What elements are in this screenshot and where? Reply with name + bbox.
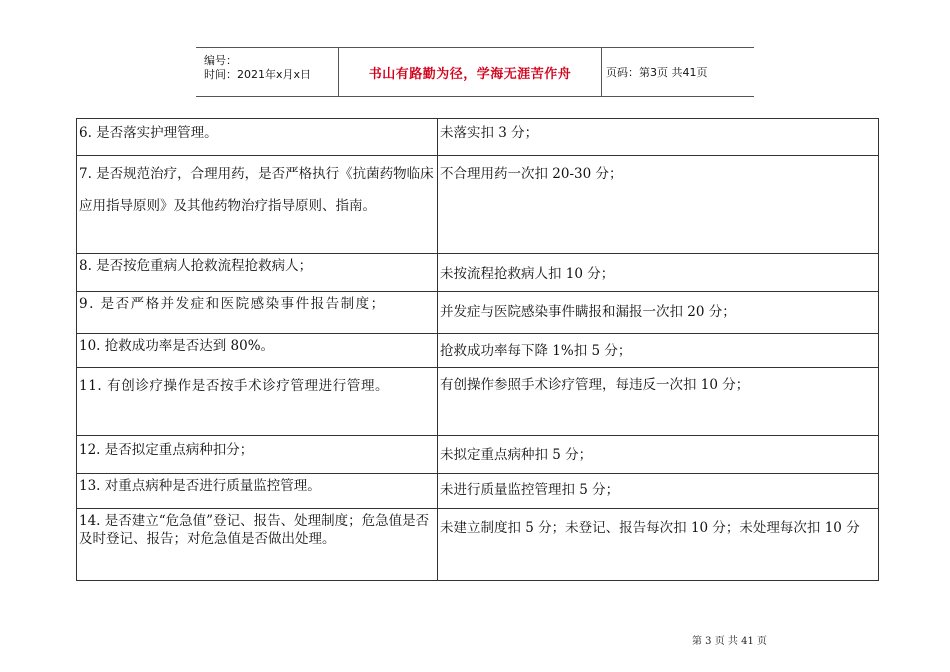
header-page-info: 页码：第3页 共41页: [606, 66, 708, 79]
document-number-label: 编号：: [204, 54, 237, 67]
table-row: [77, 509, 879, 581]
rule-cell: 抢救成功率每下降 1%扣 5 分；: [438, 334, 879, 368]
rule-cell: 未建立制度扣 5 分；未登记、报告每次扣 10 分；未处理每次扣 10 分: [438, 509, 879, 581]
table-row: [77, 292, 879, 334]
rule-cell: 有创操作参照手术诊疗管理，每违反一次扣 10 分；: [438, 368, 879, 436]
rule-cell: 并发症与医院感染事件瞒报和漏报一次扣 20 分；: [438, 292, 879, 334]
rule-cell: 未进行质量监控管理扣 5 分；: [438, 474, 879, 509]
item-cell: 9. 是否严格并发症和医院感染事件报告制度；: [77, 292, 438, 334]
item-cell: 11. 有创诊疗操作是否按手术诊疗管理进行管理。: [77, 368, 438, 436]
table-row: [77, 474, 879, 509]
table-row: [77, 436, 879, 474]
table-row: [77, 254, 879, 292]
rule-cell: 未拟定重点病种扣 5 分；: [438, 436, 879, 474]
item-cell: 7. 是否规范治疗，合理用药，是否严格执行《抗菌药物临床应用指导原则》及其他药物治疗指导原则、指南。: [77, 156, 438, 254]
item-cell: 12. 是否拟定重点病种扣分；: [77, 436, 438, 474]
item-cell: 10. 抢救成功率是否达到 80%。: [77, 334, 438, 368]
document-time-label: 时间：2021年x月x日: [204, 68, 312, 81]
table-row: [77, 156, 879, 254]
header-motto: 书山有路勤为径，学海无涯苦作舟: [338, 48, 602, 96]
item-cell: 13. 对重点病种是否进行质量监控管理。: [77, 474, 438, 509]
rule-cell: 未按流程抢救病人扣 10 分；: [438, 254, 879, 292]
header-meta: [196, 48, 338, 96]
rule-cell: 不合理用药一次扣 20-30 分；: [438, 156, 879, 254]
rule-cell: 未落实扣 3 分；: [438, 119, 879, 156]
item-cell: 14. 是否建立“危急值”登记、报告、处理制度；危急值是否及时登记、报告；对危急值是否做出处理。: [77, 509, 438, 581]
item-cell: 6. 是否落实护理管理。: [77, 119, 438, 156]
scoring-table: [76, 118, 879, 581]
page-header: [196, 47, 754, 97]
page-footer: 第 3 页 共 41 页: [692, 636, 767, 647]
table-row: [77, 334, 879, 368]
table-row: [77, 368, 879, 436]
table-row: [77, 119, 879, 156]
item-cell: 8. 是否按危重病人抢救流程抢救病人；: [77, 254, 438, 292]
